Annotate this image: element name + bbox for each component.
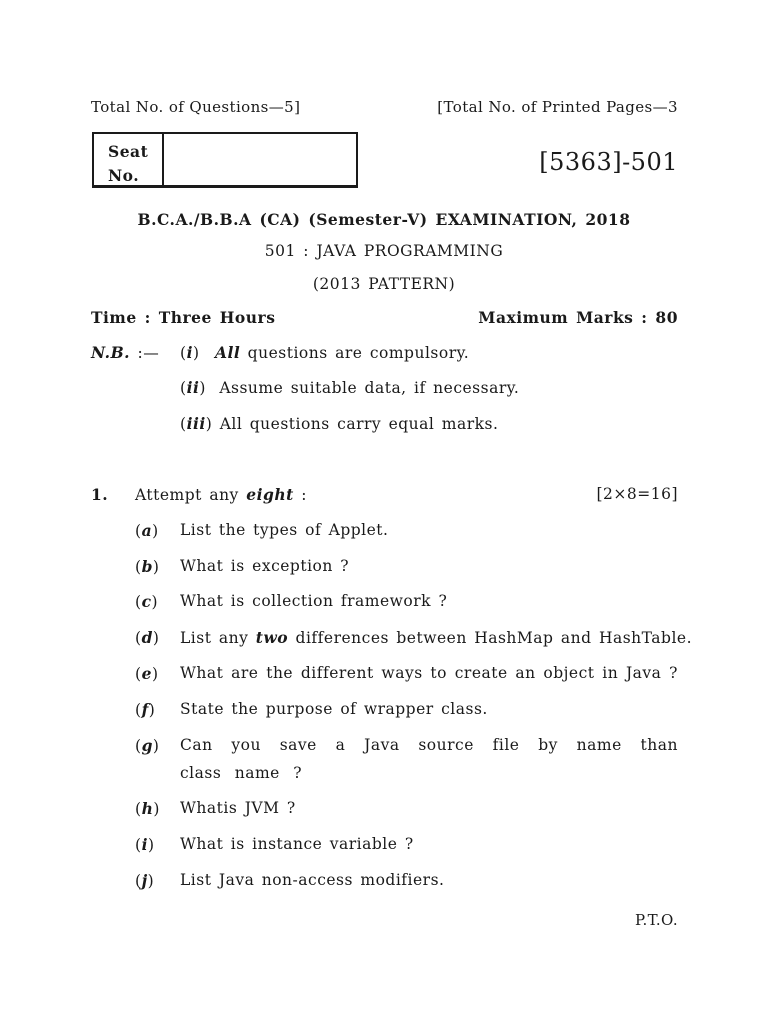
exam-title: B.C.A./B.B.A (CA) (Semester-V) EXAMINATION, 2018 <box>137 210 631 229</box>
note-text: questions are compulsory. <box>240 344 470 362</box>
part-label: (i) <box>135 835 155 854</box>
part-text: State the purpose of wrapper class. <box>180 700 488 718</box>
note-item: (i) All questions are compulsory. <box>180 343 470 362</box>
note-text: Assume suitable data, if necessary. <box>219 379 520 397</box>
part-text: What is collection framework ? <box>180 592 448 610</box>
part-text: List any two differences between HashMap and HashTable. <box>180 628 693 647</box>
part-text: Can you save a Java source file by name than class name ? <box>180 736 678 782</box>
part-label: (b) <box>135 557 160 576</box>
part-text: List the types of Applet. <box>180 521 389 539</box>
nb-separator: :— <box>137 344 160 362</box>
note-number: ii <box>186 378 200 397</box>
part-label: (j) <box>135 871 155 890</box>
seat-number-box <box>92 132 358 188</box>
exam-time: Time : Three Hours <box>91 308 276 327</box>
seat-divider <box>162 134 164 185</box>
total-questions: Total No. of Questions—5] <box>91 98 301 116</box>
part-text: What is exception ? <box>180 557 350 575</box>
nb-label-group <box>91 343 159 362</box>
part-text: What is instance variable ? <box>180 835 414 853</box>
note-number: iii <box>186 414 206 433</box>
prompt-after: : <box>293 486 307 504</box>
part-label: (f) <box>135 700 156 719</box>
max-marks: Maximum Marks : 80 <box>478 308 678 327</box>
part-label: (g) <box>135 736 160 755</box>
part-label: (c) <box>135 592 159 611</box>
total-pages: [Total No. of Printed Pages—3 <box>437 98 678 116</box>
note-number: i <box>186 343 193 362</box>
note-emphasis: All <box>214 343 241 362</box>
part-label: (h) <box>135 799 160 818</box>
part-text: What are the different ways to create an object in Java ? <box>180 664 678 682</box>
seat-label <box>108 140 148 188</box>
question-marks: [2×8=16] <box>596 485 678 503</box>
paper-code: [5363]-501 <box>539 148 678 176</box>
nb-label: N.B. <box>91 343 131 362</box>
seat-label-line1: Seat <box>108 142 149 161</box>
prompt-emphasis: eight <box>246 485 294 504</box>
part-label: (a) <box>135 521 159 540</box>
note-item: (ii) Assume suitable data, if necessary. <box>180 378 520 397</box>
part-label: (d) <box>135 628 160 647</box>
exam-pattern: (2013 PATTERN) <box>312 275 456 293</box>
seat-label-line2: No. <box>108 166 140 185</box>
question-number: 1. <box>91 485 109 504</box>
question-prompt <box>135 485 307 504</box>
pto-label: P.T.O. <box>635 911 678 929</box>
note-text: All questions carry equal marks. <box>219 415 499 433</box>
note-item: (iii) All questions carry equal marks. <box>180 414 499 433</box>
part-label: (e) <box>135 664 159 683</box>
exam-subject: 501 : JAVA PROGRAMMING <box>264 242 504 260</box>
prompt-before: Attempt any <box>135 486 247 504</box>
part-text: Whatis JVM ? <box>180 799 296 817</box>
part-text: List Java non-access modifiers. <box>180 871 445 889</box>
